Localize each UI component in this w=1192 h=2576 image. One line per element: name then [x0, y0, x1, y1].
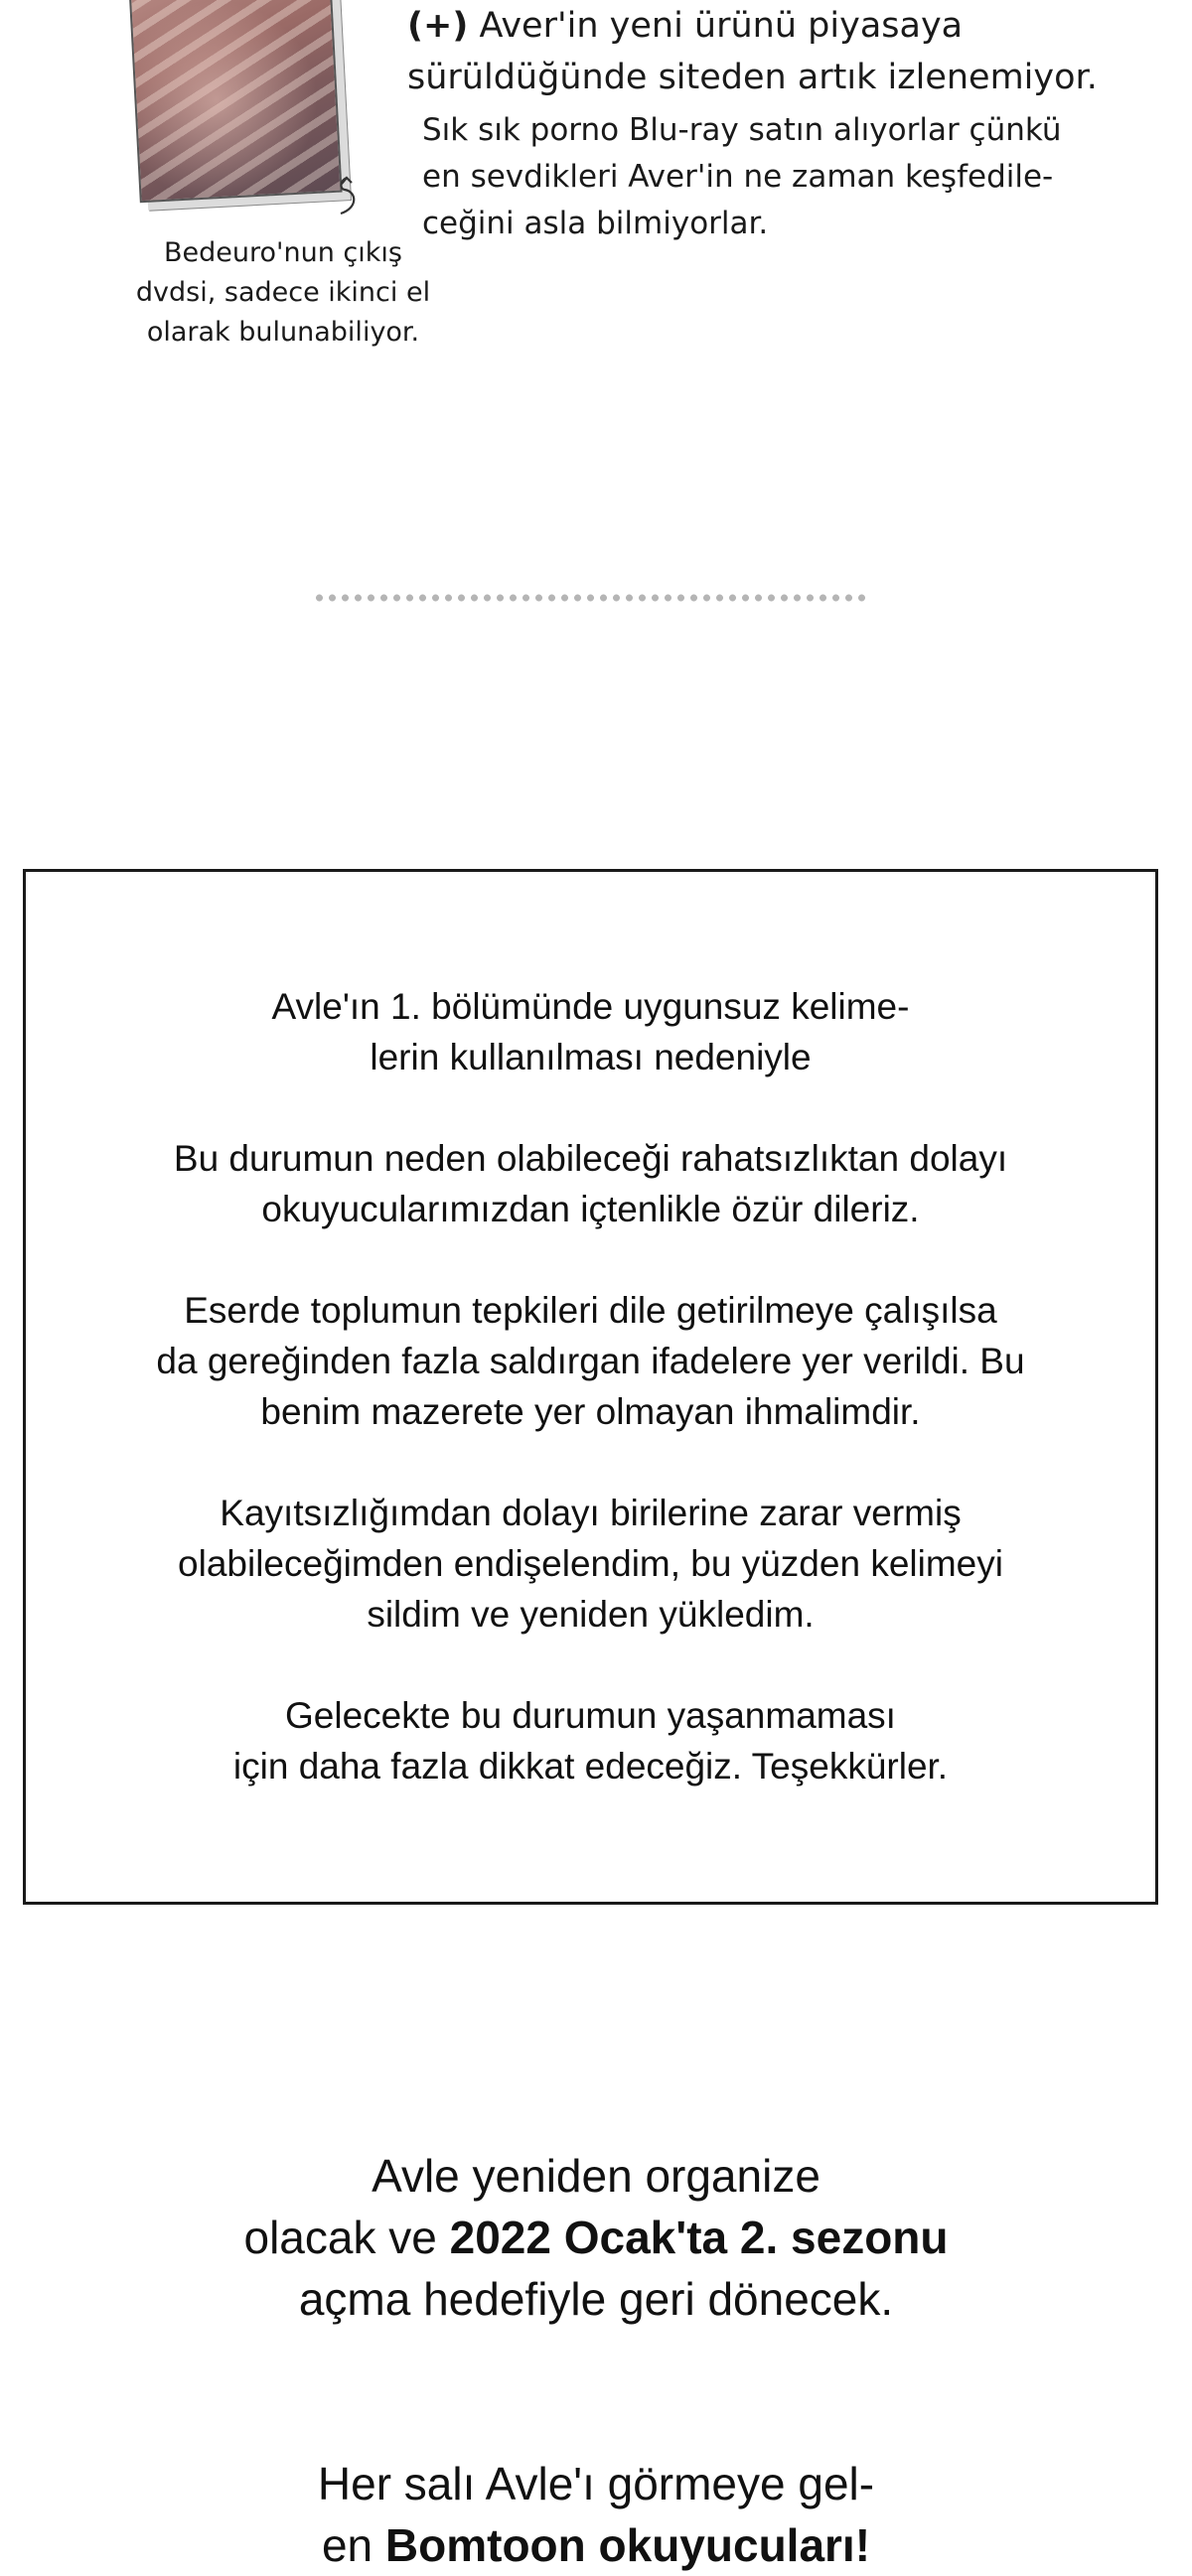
note-line: Sık sık porno Blu-ray satın alıyorlar çünkü [422, 112, 1062, 148]
dvd-cover-art [131, 0, 341, 201]
notice-line: olabileceğimden endişelendim, bu yüzden kelimeyi [178, 1543, 1003, 1584]
curved-arrow-icon [333, 174, 363, 218]
notice-line: okuyucularımızdan içtenlikle özür dileriz. [261, 1189, 920, 1229]
notice-line: da gereğinden fazla saldırgan ifadelere yer verildi. Bu [156, 1341, 1025, 1381]
note-prefix: (+) [407, 6, 469, 46]
dvd-caption [119, 233, 447, 353]
note-line: sürüldüğünde siteden artık izlenemiyor. [407, 58, 1098, 97]
notice-paragraph [26, 981, 1155, 1082]
announcement-line: Avle yeniden organize [372, 2150, 820, 2202]
announcement-line: açma hedefiyle geri dönecek. [298, 2273, 894, 2325]
notice-line: lerin kullanılması nedeniyle [370, 1037, 812, 1077]
notice-paragraph [26, 1285, 1155, 1437]
notice-line: sildim ve yeniden yükledim. [367, 1594, 815, 1635]
closing-line: Her salı Avle'ı görmeye gel- [317, 2458, 875, 2509]
closing-line: en [321, 2519, 385, 2571]
dvd-caption-line: olarak bulunabiliyor. [146, 317, 420, 348]
note-line: Aver'in yeni ürünü piyasaya [468, 6, 964, 46]
dvd-caption-line: dvdsi, sadece ikinci el [135, 277, 431, 308]
notice-line: Kayıtsızlığımdan dolayı birilerine zarar vermiş [220, 1493, 962, 1533]
dotted-divider [313, 593, 869, 603]
notice-paragraph [26, 1690, 1155, 1791]
notice-line: Gelecekte bu durumun yaşanmaması [285, 1695, 896, 1736]
notice-line: Avle'ın 1. bölümünde uygunsuz kelime- [271, 986, 910, 1027]
note-line: en sevdikleri Aver'in ne zaman keşfedile- [422, 159, 1054, 195]
announcement-line: olacak ve [243, 2212, 450, 2263]
notice-paragraph [26, 1133, 1155, 1234]
closing-highlight: Bomtoon okuyucuları! [384, 2519, 871, 2571]
season-two-announcement [0, 2145, 1192, 2330]
handwritten-note-1 [407, 0, 1162, 103]
handwritten-note-2 [422, 107, 1157, 247]
comic-panel-top [0, 0, 1192, 377]
notice-line: benim mazerete yer olmayan ihmalimdir. [260, 1391, 921, 1432]
closing-message [0, 2453, 1192, 2576]
apology-notice-text [26, 981, 1155, 1791]
dvd-cover-illustration [128, 0, 342, 203]
notice-line: Bu durumun neden olabileceği rahatsızlıktan dolayı [173, 1138, 1008, 1179]
notice-line: için daha fazla dikkat edeceğiz. Teşekkürler. [232, 1746, 949, 1787]
notice-line: Eserde toplumun tepkileri dile getirilmeye çalışılsa [184, 1290, 997, 1331]
note-line: ceğini asla bilmiyorlar. [422, 206, 769, 241]
notice-paragraph [26, 1488, 1155, 1640]
dvd-caption-line: Bedeuro'nun çıkış [164, 237, 402, 268]
apology-notice-box [23, 869, 1158, 1905]
announcement-highlight: 2022 Ocak'ta 2. sezonu [449, 2212, 949, 2263]
